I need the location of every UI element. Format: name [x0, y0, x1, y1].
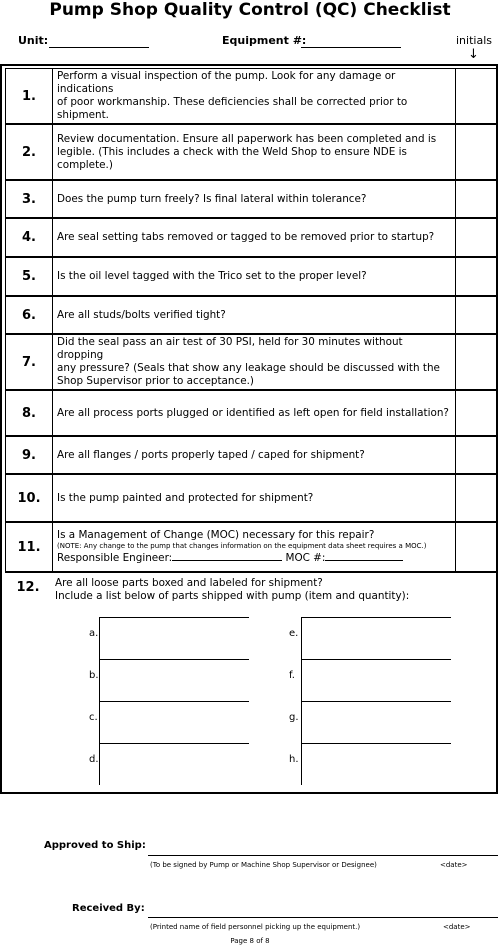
part-label: e. — [289, 628, 299, 639]
item-line: Does the pump turn freely? Is final lateral within tolerance? — [57, 192, 367, 205]
part-field[interactable] — [100, 743, 250, 785]
initials-box[interactable] — [455, 391, 496, 435]
part-label: c. — [89, 712, 98, 723]
checklist-item-7 — [5, 334, 497, 390]
part-label: h. — [289, 754, 299, 765]
item-text — [52, 391, 456, 435]
item-number: 7. — [22, 354, 36, 370]
part-field[interactable] — [100, 659, 250, 701]
item-text — [52, 523, 456, 571]
page-number: Page 8 of 8 — [230, 937, 270, 945]
checklist-item-9 — [5, 436, 497, 474]
down-arrow-icon: ↓ — [468, 47, 479, 62]
item-line: legible. (This includes a check with the Weld Shop to ensure NDE is complete.) — [57, 145, 407, 171]
item-text — [55, 577, 409, 603]
part-field[interactable] — [100, 701, 250, 743]
item-number: 4. — [22, 230, 36, 245]
part-line — [99, 743, 249, 744]
item-number: 5. — [22, 269, 36, 284]
item-number: 2. — [22, 144, 36, 160]
item-number: 12. — [16, 579, 40, 595]
item-line: Are all flanges / ports properly taped / caped for shipment? — [57, 448, 365, 461]
item-line: Is the pump painted and protected for shipment? — [57, 491, 314, 504]
page-title: Pump Shop Quality Control (QC) Checklist — [49, 0, 451, 20]
item-line: Are all studs/bolts verified tight? — [57, 308, 226, 321]
checklist-item-1 — [5, 68, 497, 124]
item-line: Is the oil level tagged with the Trico set to the proper level? — [57, 270, 367, 282]
item-number: 10. — [17, 490, 41, 506]
received-date-label: <date> — [443, 923, 471, 931]
item-question: Is a Management of Change (MOC) necessary for this repair? — [57, 529, 375, 541]
checklist-item-5 — [5, 257, 497, 296]
approved-signature-line[interactable] — [148, 855, 498, 856]
part-line — [99, 659, 249, 660]
checklist-item-12 — [5, 572, 497, 794]
part-label: d. — [89, 754, 99, 765]
part-field[interactable] — [302, 617, 452, 659]
item-line: Did the seal pass an air test of 30 PSI, held for 30 minutes without dropping — [57, 336, 403, 361]
item-text — [52, 335, 456, 389]
initials-box[interactable] — [455, 437, 496, 473]
checklist-item-2 — [5, 124, 497, 180]
checklist-item-10 — [5, 474, 497, 522]
part-field[interactable] — [302, 701, 452, 743]
item-line: Shop Supervisor prior to acceptance.) — [57, 375, 254, 387]
initials-box[interactable] — [455, 69, 496, 123]
approved-label: Approved to Ship: — [44, 840, 146, 851]
checklist-item-11 — [5, 522, 497, 572]
part-label: a. — [89, 628, 99, 639]
received-note: (Printed name of field personnel picking up the equipment.) — [150, 923, 361, 931]
initials-box[interactable] — [455, 475, 496, 521]
item-number: 11. — [17, 539, 41, 555]
initials-box[interactable] — [455, 297, 496, 333]
item-line: of poor workmanship. These deficiencies shall be corrected prior to shipment. — [57, 96, 408, 121]
engineer-label: Responsible Engineer: — [57, 552, 173, 564]
item-line: Include a list below of parts shipped with pump (item and quantity): — [55, 590, 410, 602]
equipment-label: Equipment #: — [222, 34, 307, 47]
part-field[interactable] — [100, 617, 250, 659]
item-text — [52, 437, 456, 473]
item-text — [52, 297, 456, 333]
item-line: Are all process ports plugged or identified as left open for field installation? — [57, 406, 449, 419]
equipment-field[interactable] — [301, 47, 401, 48]
part-label: f. — [289, 670, 295, 681]
item-note: (NOTE: Any change to the pump that changes information on the equipment data sheet requires a MOC.) — [57, 542, 427, 550]
part-line — [301, 659, 451, 660]
item-text — [52, 219, 456, 256]
approved-note: (To be signed by Pump or Machine Shop Supervisor or Designee) — [150, 861, 377, 869]
item-number: 3. — [22, 191, 36, 207]
part-line — [301, 617, 451, 618]
item-text — [52, 181, 456, 217]
initials-box[interactable] — [455, 335, 496, 389]
unit-label: Unit: — [18, 34, 49, 47]
engineer-field[interactable] — [172, 551, 282, 561]
initials-label: initials — [456, 34, 492, 47]
checklist-item-8 — [5, 390, 497, 436]
part-line — [301, 743, 451, 744]
part-label: g. — [289, 712, 299, 723]
item-text — [52, 475, 456, 521]
initials-box[interactable] — [455, 181, 496, 217]
initials-box[interactable] — [455, 258, 496, 295]
part-line — [99, 617, 249, 618]
item-text — [52, 258, 456, 295]
item-line: Review documentation. Ensure all paperwork has been completed and is — [57, 132, 437, 145]
part-field[interactable] — [302, 743, 452, 785]
item-text — [52, 69, 456, 123]
item-line: Are all loose parts boxed and labeled for shipment? — [55, 577, 323, 589]
moc-label: MOC #: — [285, 552, 326, 564]
item-number: 8. — [22, 405, 36, 421]
unit-field[interactable] — [49, 47, 149, 48]
part-line — [301, 701, 451, 702]
checklist-item-4 — [5, 218, 497, 257]
initials-box[interactable] — [455, 125, 496, 179]
moc-field[interactable] — [325, 551, 403, 561]
part-line — [99, 701, 249, 702]
received-label: Received By: — [72, 903, 145, 914]
approved-date-label: <date> — [440, 861, 468, 869]
item-number: 1. — [22, 88, 36, 104]
item-number: 9. — [22, 447, 36, 463]
checklist-frame — [0, 64, 498, 794]
received-signature-line[interactable] — [148, 917, 498, 918]
checklist-item-6 — [5, 296, 497, 334]
item-line: any pressure? (Seals that show any leakage should be discussed with the — [57, 362, 440, 374]
initials-box[interactable] — [455, 523, 496, 571]
part-label: b. — [89, 670, 99, 681]
initials-box[interactable] — [455, 219, 496, 256]
checklist-item-3 — [5, 180, 497, 218]
item-text — [52, 125, 456, 179]
item-line: Are seal setting tabs removed or tagged to be removed prior to startup? — [57, 231, 435, 243]
item-line: Perform a visual inspection of the pump. Look for any damage or indications — [57, 70, 396, 95]
item-number: 6. — [22, 307, 36, 323]
part-field[interactable] — [302, 659, 452, 701]
